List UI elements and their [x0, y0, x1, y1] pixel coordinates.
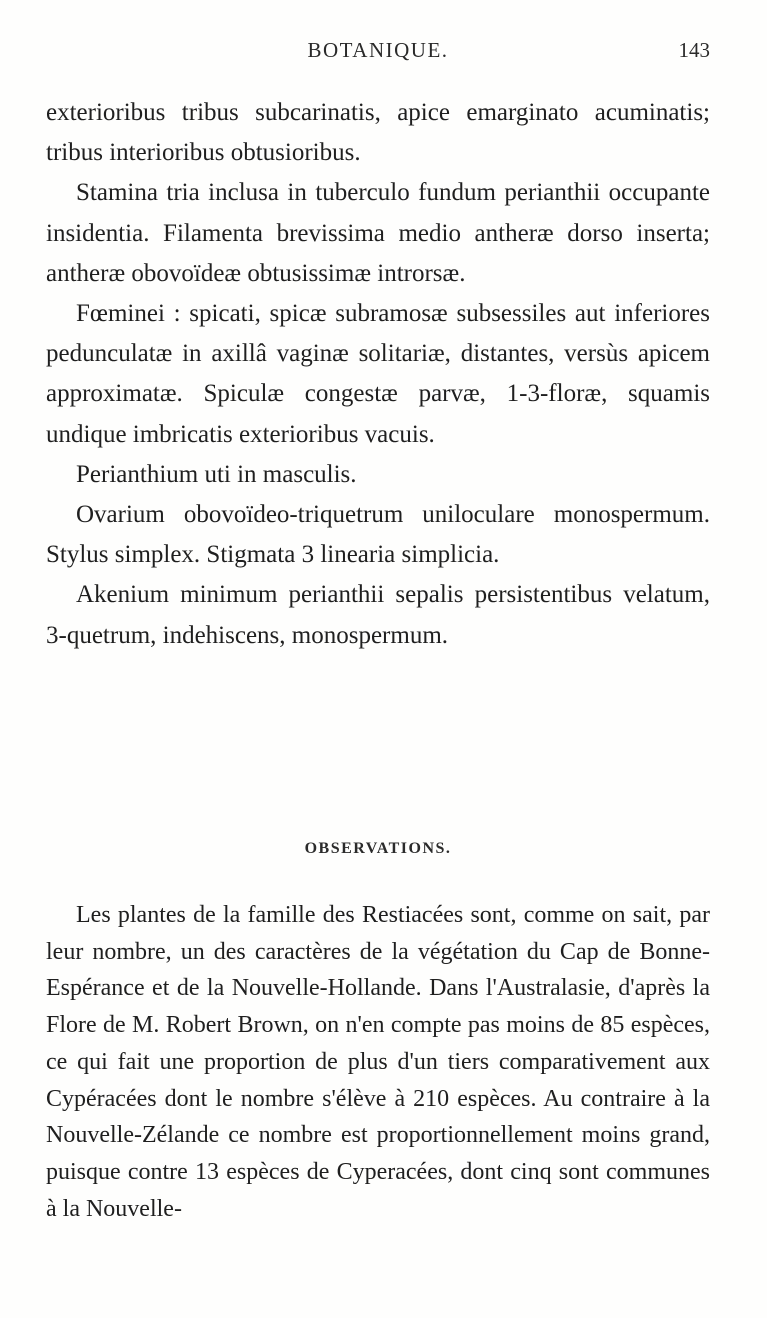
- section-title-observations: OBSERVATIONS.: [304, 840, 452, 857]
- observations-text: [46, 897, 710, 1227]
- paragraph-perianthium: Perianthium uti in masculis.: [76, 460, 357, 488]
- botanical-description: [46, 93, 710, 656]
- running-head: [46, 38, 710, 68]
- paragraph-foeminei: Fœminei : spicati, spicæ subramosæ subsessiles aut inferiores pedunculatæ in axillâ vaginæ solitariæ, distantes, versùs apicem approximatæ. Spiculæ congestæ parvæ, 1-3-floræ, squamis undique imbricatis exterioribus vacuis.: [46, 300, 710, 448]
- page-number: 143: [678, 38, 710, 62]
- paragraph-ovarium: Ovarium obovoïdeo-triquetrum uniloculare monospermum. Stylus simplex. Stigmata 3 linearia simplicia.: [46, 501, 710, 569]
- paragraph-stamina: Stamina tria inclusa in tuberculo fundum perianthii occupante insidentia. Filamenta brevissima medio antheræ dorso inserta; antheræ obovoïdeæ obtusissimæ introrsæ.: [46, 179, 710, 287]
- paragraph-akenium: Akenium minimum perianthii sepalis persistentibus velatum, 3-quetrum, indehiscens, monospermum.: [46, 581, 710, 649]
- running-title: BOTANIQUE.: [307, 38, 449, 62]
- paragraph-observations: Les plantes de la famille des Restiacées sont, comme on sait, par leur nombre, un des caractères de la végétation du Cap de Bonne-Espérance et de la Nouvelle-Hollande. Dans l'Australasie, d'après la Flore de M. Robert Brown, on n'en compte pas moins de 85 espèces, ce qui fait une proportion de plus d'un tiers comparativement aux Cypéracées dont le nombre s'élève à 210 espèces. Au contraire à la Nouvelle-Zélande ce nombre est proportionnellement moins grand, puisque contre 13 espèces de Cyperacées, dont cinq sont communes à la Nouvelle-: [46, 902, 710, 1222]
- paragraph-continuation: exterioribus tribus subcarinatis, apice emarginato acuminatis; tribus interioribus obtusioribus.: [46, 99, 710, 167]
